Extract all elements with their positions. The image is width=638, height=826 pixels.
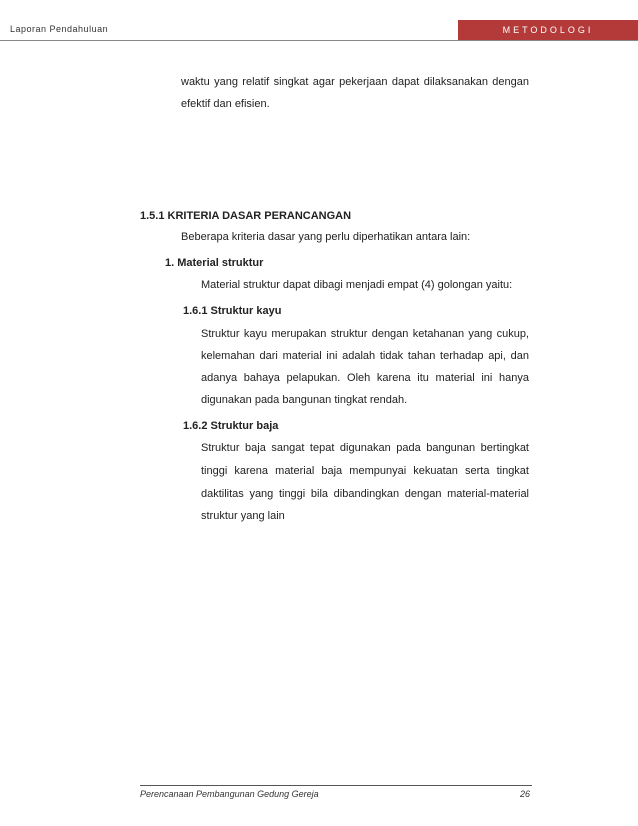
item-heading-material: 1. Material struktur	[165, 257, 264, 269]
header-document-title: Laporan Pendahuluan	[10, 24, 109, 34]
header-chapter-badge: METODOLOGI	[458, 20, 638, 40]
intro-line: waktu yang relatif singkat agar pekerjaan dapat dilaksanakan dengan	[181, 76, 529, 88]
section-intro: Beberapa kriteria dasar yang perlu diperhatikan antara lain:	[181, 231, 471, 243]
paragraph-line: digunakan pada bangunan tingkat rendah.	[201, 394, 408, 406]
paragraph-line: kelemahan dari material ini adalah tidak tahan terhadap api, dan	[201, 350, 529, 362]
footer-page-number: 26	[519, 789, 530, 799]
paragraph-line: Struktur baja sangat tepat digunakan pada bangunan bertingkat	[201, 442, 529, 454]
footer-project-title: Perencanaan Pembangunan Gedung Gereja	[140, 789, 319, 799]
paragraph-line: tinggi karena material baja mempunyai kekuatan serta tingkat	[201, 465, 529, 477]
subsection-heading-baja: 1.6.2 Struktur baja	[183, 420, 279, 432]
paragraph-line: Struktur kayu merupakan struktur dengan ketahanan yang cukup,	[201, 328, 529, 340]
subsection-heading-kayu: 1.6.1 Struktur kayu	[183, 305, 282, 317]
paragraph-line: struktur yang lain	[201, 510, 285, 522]
page-header	[0, 20, 638, 40]
paragraph-line: adanya bahaya pelapukan. Oleh karena itu material ini hanya	[201, 372, 529, 384]
intro-line: efektif dan efisien.	[181, 98, 270, 110]
header-divider	[0, 40, 638, 41]
footer-divider	[140, 785, 532, 786]
item-text-material: Material struktur dapat dibagi menjadi empat (4) golongan yaitu:	[201, 279, 513, 291]
paragraph-line: daktilitas yang tinggi bila dibandingkan dengan material-material	[201, 488, 529, 500]
section-heading: 1.5.1 KRITERIA DASAR PERANCANGAN	[140, 210, 352, 222]
